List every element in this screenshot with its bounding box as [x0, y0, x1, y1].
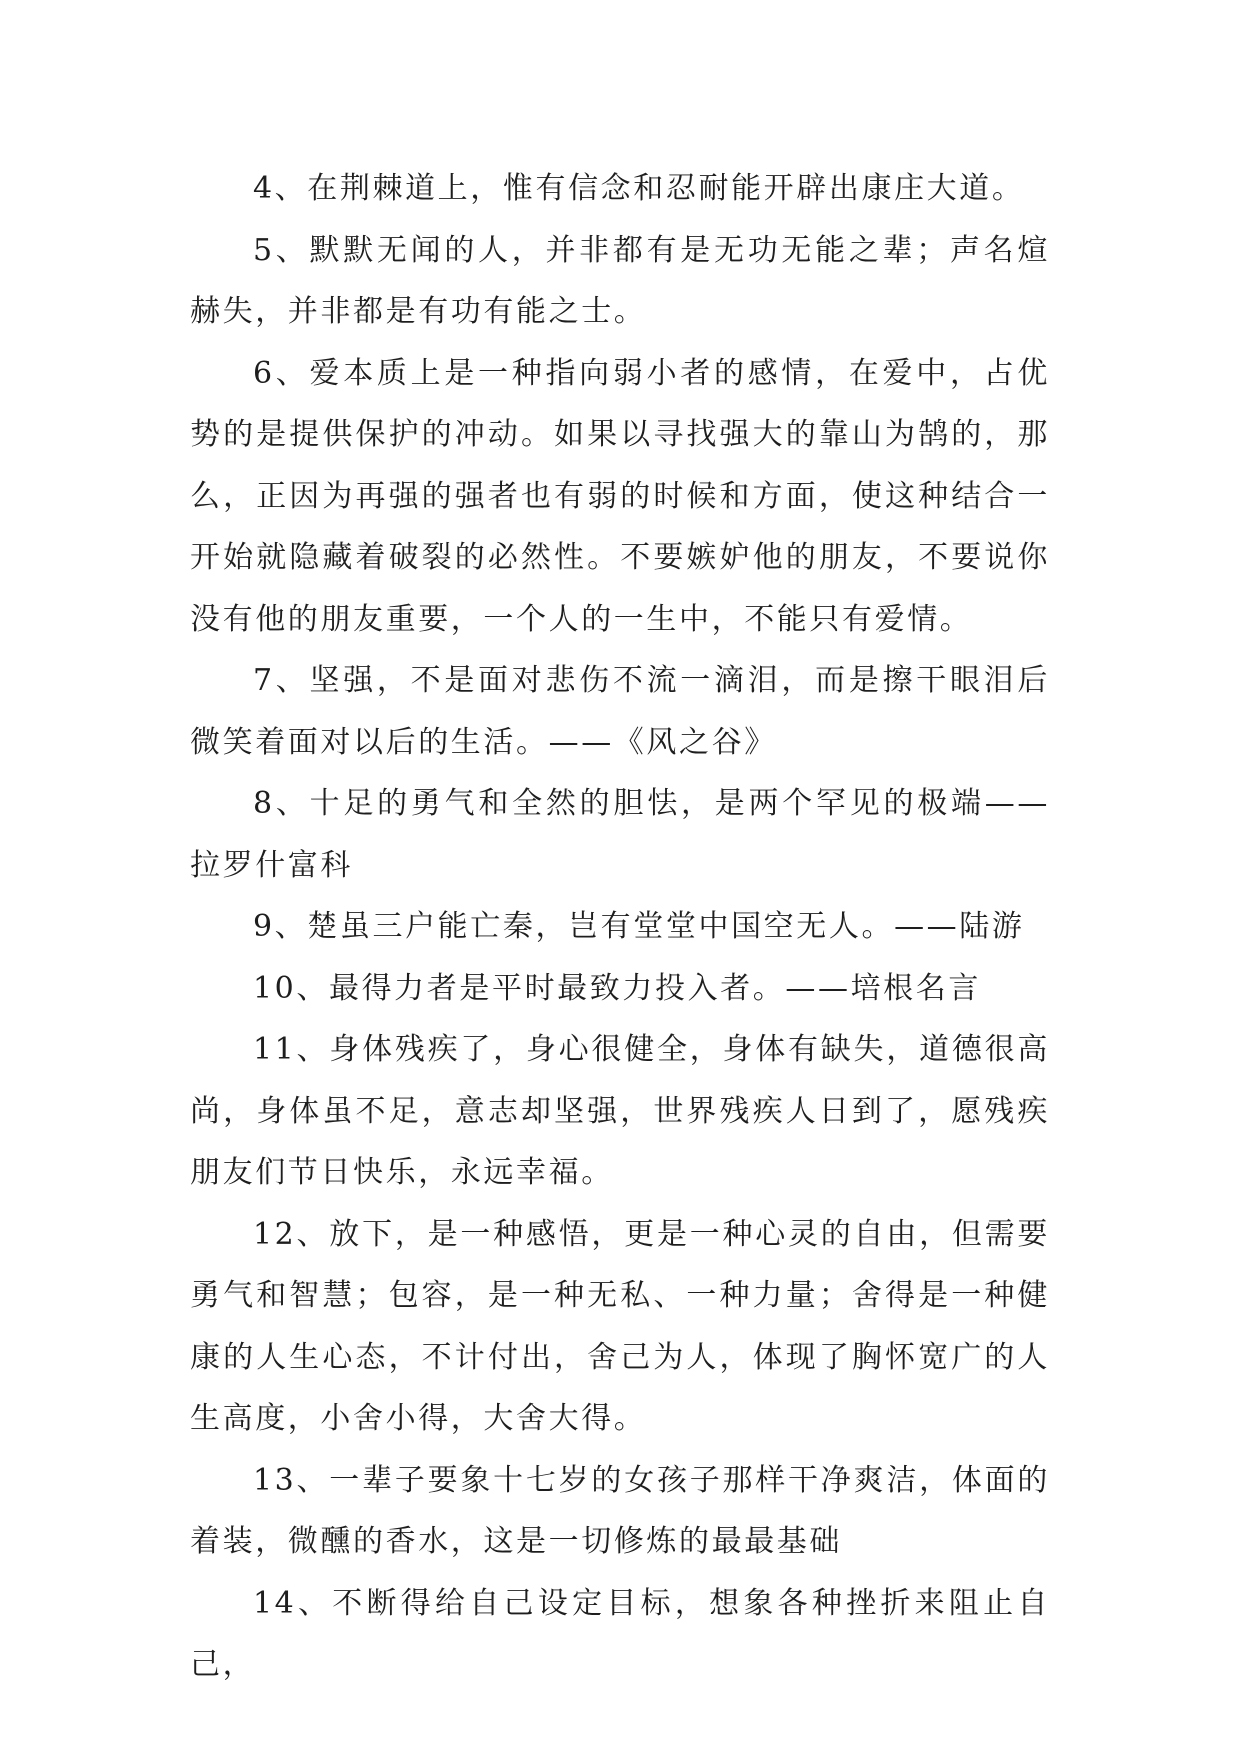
paragraph-5: 5、默默无闻的人，并非都有是无功无能之辈；声名煊赫失，并非都是有功有能之士。 — [190, 232, 1050, 329]
paragraph-6: 6、爱本质上是一种指向弱小者的感情，在爱中，占优势的是提供保护的冲动。如果以寻找强大的靠山为鹄的，那么，正因为再强的强者也有弱的时候和方面，使这种结合一开始就隐藏着破裂的必然性。不要嫉妒他的朋友，不要说你没有他的朋友重要，一个人的一生中，不能只有爱情。 — [190, 355, 1050, 637]
paragraph-7: 7、坚强，不是面对悲伤不流一滴泪，而是擦干眼泪后微笑着面对以后的生活。——《风之谷》 — [190, 663, 1050, 760]
paragraph-14: 14、不断得给自己设定目标，想象各种挫折来阻止自己， — [190, 1585, 1050, 1682]
paragraph-4: 4、在荆棘道上，惟有信念和忍耐能开辟出康庄大道。 — [253, 171, 1025, 206]
paragraph-8: 8、十足的勇气和全然的胆怯，是两个罕见的极端——拉罗什富科 — [190, 786, 1050, 883]
paragraph-9: 9、楚虽三户能亡秦，岂有堂堂中国空无人。——陆游 — [253, 909, 1025, 944]
paragraph-12: 12、放下，是一种感悟，更是一种心灵的自由，但需要勇气和智慧；包容，是一种无私、一种力量；舍得是一种健康的人生心态，不计付出，舍己为人，体现了胸怀宽广的人生高度，小舍小得，大舍大得。 — [190, 1216, 1050, 1436]
paragraph-13: 13、一辈子要象十七岁的女孩子那样干净爽洁，体面的着装，微醺的香水，这是一切修炼的最最基础 — [190, 1462, 1050, 1559]
paragraph-10: 10、最得力者是平时最致力投入者。——培根名言 — [253, 970, 981, 1006]
paragraph-11: 11、身体残疾了，身心很健全，身体有缺失，道德很高尚，身体虽不足，意志却坚强，世界残疾人日到了，愿残疾朋友们节日快乐，永远幸福。 — [190, 1032, 1050, 1190]
document-body — [190, 158, 1050, 1696]
